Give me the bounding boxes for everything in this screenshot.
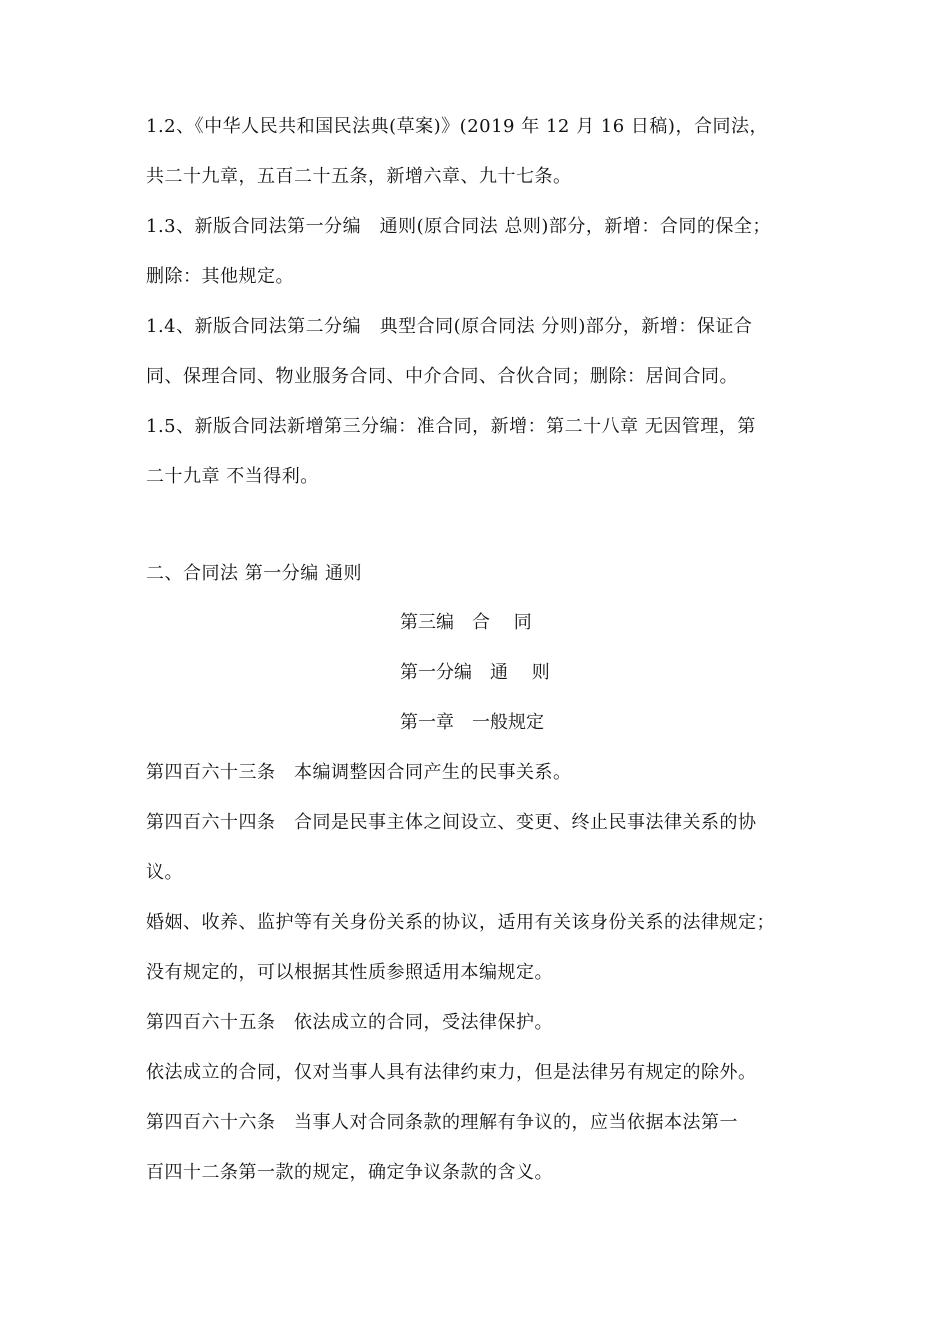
text-line: 1.2、《中华人民共和国民法典(草案)》(2019 年 12 月 16 日稿)，合同法， xyxy=(146,116,768,137)
article-line: 婚姻、收养、监护等有关身份关系的协议，适用有关该身份关系的法律规定； xyxy=(146,912,775,933)
article-line: 第四百六十六条 当事人对合同条款的理解有争议的，应当依据本法第一 xyxy=(146,1112,738,1133)
text-line: 删除：其他规定。 xyxy=(146,266,294,287)
article-line: 百四十二条第一款的规定，确定争议条款的含义。 xyxy=(146,1162,553,1183)
text-line: 1.3、新版合同法第一分编 通则(原合同法 总则)部分，新增：合同的保全； xyxy=(146,216,771,237)
chapter-title: 第一章 一般规定 xyxy=(400,712,544,733)
section-1-paragraphs xyxy=(146,102,806,502)
text-line: 1.5、新版合同法新增第三分编：准合同，新增：第二十八章 无因管理，第 xyxy=(146,416,756,437)
article-line: 第四百六十四条 合同是民事主体之间设立、变更、终止民事法律关系的协 xyxy=(146,812,757,833)
article-line: 第四百六十三条 本编调整因合同产生的民事关系。 xyxy=(146,762,572,783)
section-2-articles xyxy=(146,748,806,1198)
text-line: 1.4、新版合同法第二分编 典型合同(原合同法 分则)部分，新增：保证合 xyxy=(146,316,753,337)
text-line: 同、保理合同、物业服务合同、中介合同、合伙合同；删除：居间合同。 xyxy=(146,366,738,387)
article-line: 第四百六十五条 依法成立的合同，受法律保护。 xyxy=(146,1012,553,1033)
article-line: 议。 xyxy=(146,862,183,883)
section-heading: 二、合同法 第一分编 通则 xyxy=(146,563,362,584)
part-title: 第三编 合 同 xyxy=(400,612,532,633)
subpart-title: 第一分编 通 则 xyxy=(400,662,550,683)
article-line: 依法成立的合同，仅对当事人具有法律约束力，但是法律另有规定的除外。 xyxy=(146,1062,757,1083)
article-line: 没有规定的，可以根据其性质参照适用本编规定。 xyxy=(146,962,553,983)
text-line: 共二十九章，五百二十五条，新增六章、九十七条。 xyxy=(146,166,572,187)
chapter-titles xyxy=(146,598,806,748)
section-2-heading-block xyxy=(146,549,806,599)
text-line: 二十九章 不当得利。 xyxy=(146,466,319,487)
